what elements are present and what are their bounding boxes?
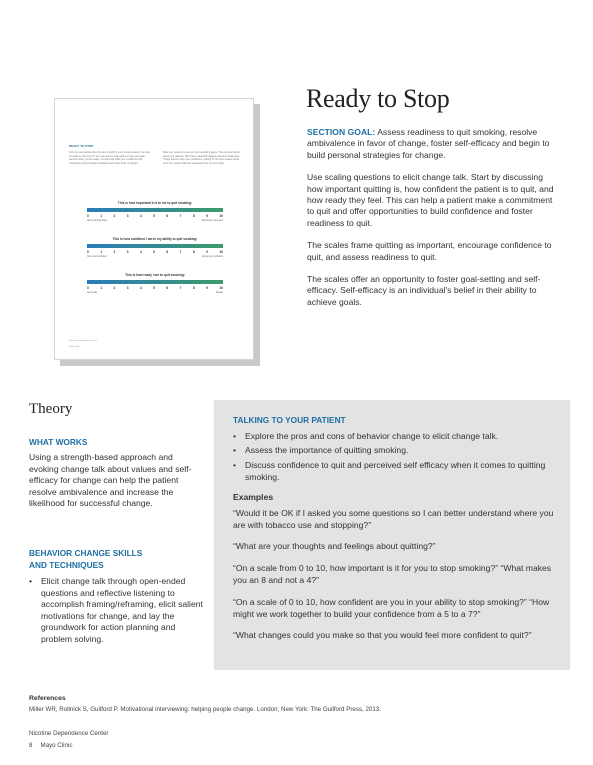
theory-heading: Theory (29, 401, 73, 417)
list-item: • Assess the importance of quitting smoking. (233, 445, 409, 456)
confidence-scale (87, 237, 223, 258)
bullet-icon: • (233, 431, 237, 441)
scale-bar (87, 244, 223, 248)
worksheet-heading: READY TO STOP (69, 144, 94, 148)
scale-title: This is how important it is to me to quit smoking: (117, 201, 193, 205)
references-text: Miller WR, Rollnick S, Guilford P. Motivational interviewing: helping people change. London; New York: The Guilford Press, 2013. (29, 706, 381, 713)
intro-paragraph: Use scaling questions to elicit change talk. Start by discussing how important quitting is, how confident the patient is to quit, and how ready they feel. This can help a patient make a commitment to quit and offer opportunities to build confidence and foster readiness to quit. (307, 172, 554, 228)
section-goal-text: Assess readiness to quit smoking, resolve ambivalence in favor of change, foster self-efficacy and begin to build personal strategies for change. (307, 127, 550, 160)
worksheet-column-1: Only you can decide when the time is right for you to stop smoking. You may be ready to stop now. Or you may want to make plans to help you reach success when you are ready. You can help build your confidence with counseling, stop-smoking medications and other kinds of support. (69, 151, 150, 165)
section-goal (307, 127, 559, 161)
talking-list (233, 430, 553, 486)
behavior-change-skills-heading: BEHAVIOR CHANGE SKILLS AND TECHNIQUES (29, 548, 143, 570)
scale-numbers: 0 1 2 3 4 5 6 7 8 9 10 (87, 286, 223, 290)
scale-title: This is how confident I am in my ability to quit smoking: (112, 237, 198, 241)
intro-text (307, 127, 559, 319)
footer-clinic: Mayo Clinic (40, 742, 73, 749)
bullet-icon: • (233, 459, 237, 470)
worksheet-column-2: Rate your reasons to use and your specific triggers. Then tell your doctor about your patterns. Plan how to deal with triggers and other challenges. Things that can help your confidence: quitting for the three scales below, circle the number that best represents how you feel today. (163, 151, 241, 165)
references-heading: References (29, 695, 66, 702)
behavior-change-list (29, 576, 205, 646)
what-works-text: Using a strength-based approach and evoking change talk about values and self-efficacy for change can help the patient resolve ambivalence and increase the likelihood for successful change. (29, 452, 192, 509)
example-quote: “On a scale from 0 to 10, how important is it for you to stop smoking?” “What makes you an 8 and not a 4?” (233, 563, 552, 585)
footer-page (29, 742, 72, 749)
page-number: 8 (29, 742, 33, 749)
scale-bar (87, 280, 223, 284)
list-item: • Discuss confidence to quit and perceived self efficacy when it comes to quitting smoking. (233, 459, 546, 483)
scale-ends: Not at all important Extremely important (87, 219, 223, 222)
scale-title: This is how ready I am to quit smoking: (125, 273, 185, 277)
intro-paragraph: The scales frame quitting as important, encourage confidence to quit, and assess readiness to quit. (307, 240, 552, 262)
section-goal-label: SECTION GOAL: (307, 127, 376, 137)
list-item: • Explore the pros and cons of behavior change to elicit change talk. (233, 431, 499, 441)
bullet-icon: • (233, 445, 237, 456)
page-title: Ready to Stop (306, 84, 450, 113)
worksheet-thumbnail (54, 98, 254, 360)
scale-ends: Not at all confident Extremely confident (87, 255, 223, 258)
examples-heading: Examples (233, 492, 274, 502)
what-works-heading: WHAT WORKS (29, 437, 88, 447)
scale-numbers: 0 1 2 3 4 5 6 7 8 9 10 (87, 214, 223, 218)
footer-organization: Nicotine Dependence Center (29, 730, 109, 737)
worksheet-footer-clinic: Mayo Clinic (69, 346, 81, 348)
scale-numbers: 0 1 2 3 4 5 6 7 8 9 10 (87, 250, 223, 254)
scale-bar (87, 208, 223, 212)
list-item: • Elicit change talk through open-ended questions and reflective listening to accomplish framing/reframing, elicit salient motivations for change, and lay the groundwork for action planning and problem solving. (29, 576, 203, 644)
importance-scale (87, 201, 223, 222)
bullet-icon: • (29, 576, 33, 586)
intro-paragraph: The scales offer an opportunity to foster goal-setting and self-efficacy. Self-efficacy is an individual's belief in their ability to achieve goals. (307, 274, 541, 307)
example-quote: “What changes could you make so that you would feel more confident to quit?” (233, 630, 532, 640)
readiness-scale (87, 273, 223, 294)
example-quote: “What are your thoughts and feelings about quitting?” (233, 541, 436, 551)
worksheet-footer-org: Nicotine Dependence Center (69, 340, 98, 342)
example-quote: “Would it be OK if I asked you some questions so I can better understand where you are with tobacco use and stopping?” (233, 508, 554, 530)
talking-heading: TALKING TO YOUR PATIENT (233, 415, 346, 425)
scale-ends: Not ready Ready (87, 291, 223, 294)
example-quote: “On a scale of 0 to 10, how confident are you in your ability to stop smoking?” “How might we work together to build your confidence from a 5 to a 7?” (233, 597, 550, 619)
